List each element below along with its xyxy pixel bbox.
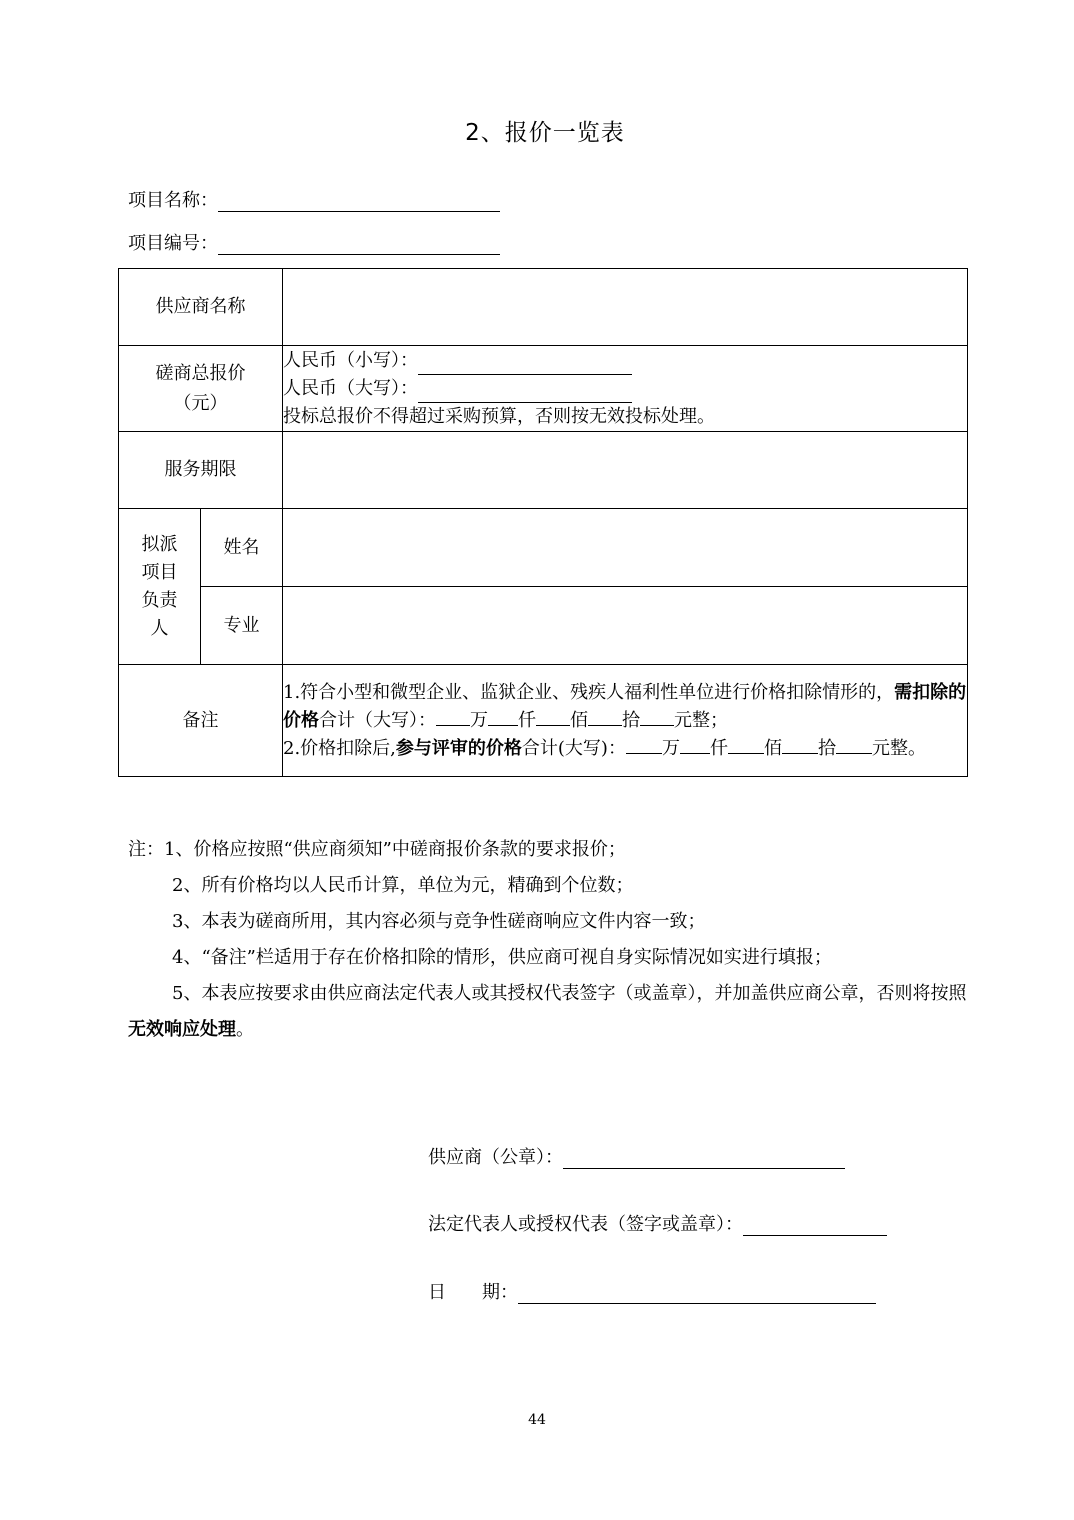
note-3: 3、本表为磋商所用，其内容必须与竞争性磋商响应文件内容一致； xyxy=(172,911,706,932)
deduct-shi-input[interactable] xyxy=(588,707,622,726)
remark-line-1: 1.符合小型和微型企业、监狱企业、残疾人福利性单位进行价格扣除情形的，需扣除的价格合计（大写）： 万 仟 佰 拾 元整； xyxy=(283,681,967,731)
service-period-value[interactable] xyxy=(283,432,968,509)
total-price-label: 磋商总报价 （元） xyxy=(119,346,283,432)
supplier-seal-label: 供应商（公章）： xyxy=(428,1147,563,1168)
review-qian-input[interactable] xyxy=(680,735,710,754)
price-warning: 投标总报价不得超过采购预算，否则按无效投标处理。 xyxy=(283,405,715,427)
legal-rep-input[interactable] xyxy=(743,1215,887,1236)
date-field xyxy=(428,1278,876,1304)
total-price-value xyxy=(283,346,968,432)
remark-label: 备注 xyxy=(119,665,283,777)
table-row xyxy=(119,346,968,432)
date-label: 日 期： xyxy=(428,1282,518,1303)
service-period-label: 服务期限 xyxy=(119,432,283,509)
deduct-yuan-input[interactable] xyxy=(640,707,674,726)
project-manager-label: 拟派 项目 负责 人 xyxy=(119,509,201,665)
project-name-field xyxy=(128,186,500,212)
note-1: 注：1、价格应按照“供应商须知”中磋商报价条款的要求报价； xyxy=(128,839,626,860)
table-row xyxy=(119,509,968,587)
review-bai-input[interactable] xyxy=(728,735,764,754)
deduct-wan-input[interactable] xyxy=(436,707,470,726)
project-name-label: 项目名称： xyxy=(128,190,218,211)
rmb-upper-input[interactable] xyxy=(418,382,632,403)
review-shi-input[interactable] xyxy=(782,735,818,754)
legal-rep-field xyxy=(428,1210,887,1236)
manager-major-label: 专业 xyxy=(201,587,283,665)
table-row xyxy=(119,432,968,509)
table-row xyxy=(119,587,968,665)
supplier-name-value[interactable] xyxy=(283,269,968,346)
rmb-upper-label: 人民币（大写）： xyxy=(283,377,418,399)
note-4: 4、“备注”栏适用于存在价格扣除的情形，供应商可视自身实际情况如实进行填报； xyxy=(172,947,832,968)
remark-value xyxy=(283,665,968,777)
date-input[interactable] xyxy=(518,1283,876,1304)
manager-major-value[interactable] xyxy=(283,587,968,665)
rmb-lower-input[interactable] xyxy=(418,354,632,375)
note-5: 5、本表应按要求由供应商法定代表人或其授权代表签字（或盖章），并加盖供应商公章，否则将按照无效响应处理。 xyxy=(128,983,967,1040)
manager-name-label: 姓名 xyxy=(201,509,283,587)
legal-rep-label: 法定代表人或授权代表（签字或盖章）： xyxy=(428,1214,743,1235)
page-title: 2、报价一览表 xyxy=(465,120,625,146)
project-number-field xyxy=(128,229,500,255)
supplier-seal-field xyxy=(428,1143,845,1169)
quote-table xyxy=(118,268,968,777)
project-name-input[interactable] xyxy=(218,191,500,212)
supplier-seal-input[interactable] xyxy=(563,1148,845,1169)
manager-name-value[interactable] xyxy=(283,509,968,587)
note-2: 2、所有价格均以人民币计算，单位为元，精确到个位数； xyxy=(172,875,634,896)
rmb-lower-label: 人民币（小写）： xyxy=(283,349,418,371)
remark-line-2: 2.价格扣除后,参与评审的价格合计(大写)： 万 仟 佰 拾 元整。 xyxy=(283,735,967,763)
table-row xyxy=(119,665,968,777)
notes-section xyxy=(128,832,968,1048)
page-number: 44 xyxy=(528,1412,546,1428)
review-wan-input[interactable] xyxy=(626,735,662,754)
project-number-label: 项目编号： xyxy=(128,233,218,254)
review-yuan-input[interactable] xyxy=(836,735,872,754)
deduct-bai-input[interactable] xyxy=(536,707,570,726)
supplier-name-label: 供应商名称 xyxy=(119,269,283,346)
table-row xyxy=(119,269,968,346)
deduct-qian-input[interactable] xyxy=(488,707,518,726)
project-number-input[interactable] xyxy=(218,234,500,255)
